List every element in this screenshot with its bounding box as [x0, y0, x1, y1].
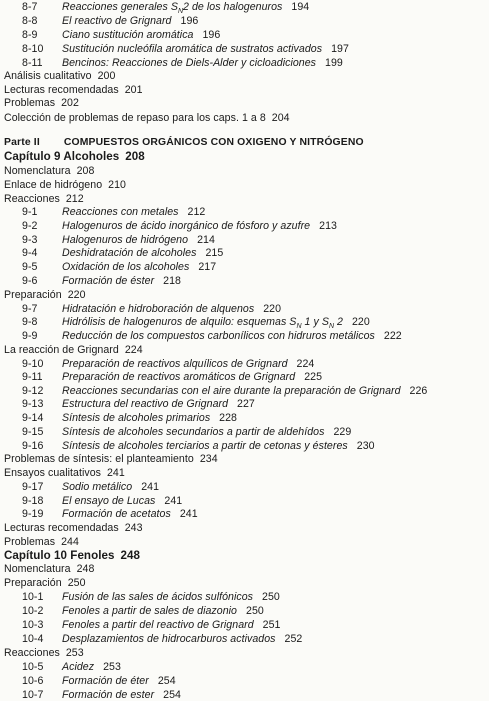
- page-number: 204: [271, 112, 290, 124]
- section-title: Halogenuros de ácido inorgánico de fósforo y azufre: [62, 220, 311, 232]
- page-number: 226: [409, 385, 428, 397]
- page-number: 224: [124, 344, 143, 356]
- section-number: 10-2: [22, 605, 44, 617]
- section-title: Formación de ester: [62, 689, 155, 701]
- toc-entry: [22, 633, 302, 645]
- page-number: 212: [187, 206, 206, 218]
- page-number: 243: [124, 522, 143, 534]
- section-number: 10-4: [22, 633, 44, 645]
- toc-heading: [4, 647, 84, 659]
- toc-entry: [22, 206, 205, 218]
- page-number: 194: [291, 1, 310, 13]
- toc-entry: [22, 303, 281, 315]
- toc-entry: [22, 398, 255, 410]
- section-number: 9-4: [22, 247, 38, 259]
- part-title: COMPUESTOS ORGÁNICOS CON OXIGENO Y NITRÓGENO: [63, 137, 364, 148]
- heading-title: Enlace de hidrógeno: [4, 179, 103, 191]
- section-number: 9-15: [22, 426, 44, 438]
- section-number: 8-8: [22, 15, 38, 27]
- heading-title: Lecturas recomendadas: [4, 84, 119, 96]
- page-number: 230: [356, 440, 375, 452]
- section-number: 8-11: [22, 57, 43, 69]
- page-number: 224: [296, 358, 315, 370]
- page-number: 244: [61, 536, 79, 548]
- section-number: 9-17: [22, 481, 44, 493]
- page-number: 234: [199, 453, 218, 465]
- section-title: Preparación de reactivos aromáticos de Grignard: [62, 371, 296, 383]
- toc-entry: [22, 605, 264, 617]
- title-part: 2: [334, 316, 343, 328]
- toc-entry: [22, 661, 121, 673]
- section-number: 9-3: [22, 234, 38, 246]
- page-number: 254: [163, 689, 181, 701]
- toc-entry: [22, 261, 216, 273]
- page-number: 196: [180, 15, 199, 27]
- toc-entry: [22, 275, 181, 287]
- page-number: 199: [325, 57, 343, 69]
- heading-title: Colección de problemas de repaso para los caps. 1 a 8: [4, 112, 266, 124]
- section-title: Estructura del reactivo de Grignard: [62, 398, 229, 410]
- section-number: 9-14: [22, 412, 44, 424]
- section-title: Sodio metálico: [62, 481, 133, 493]
- heading-title: Nomenclatura: [4, 165, 71, 177]
- toc-entry: [22, 15, 198, 27]
- section-number: 10-1: [22, 591, 44, 603]
- chapter-title: Capítulo 10 Fenoles: [4, 549, 115, 562]
- section-title: Reducción de los compuestos carbonílicos con hidruros metálicos: [62, 330, 375, 342]
- page-number: 222: [383, 330, 402, 342]
- section-number: 9-16: [22, 440, 44, 452]
- toc-heading: [4, 577, 86, 589]
- page-number: 225: [304, 371, 323, 383]
- toc-heading: [4, 522, 143, 534]
- toc-entry: [22, 440, 375, 452]
- heading-title: La reacción de Grignard: [4, 344, 119, 356]
- section-number: 9-5: [22, 261, 38, 273]
- heading-title: Problemas de síntesis: el planteamiento: [4, 453, 194, 465]
- toc-entry: [22, 412, 237, 424]
- page-number: 200: [97, 70, 116, 82]
- section-title: [62, 1, 283, 16]
- section-title: Formación de acetatos: [62, 508, 171, 520]
- toc-heading: [4, 563, 94, 575]
- page-number: 253: [103, 661, 121, 673]
- section-title: Fenoles a partir de sales de diazonio: [62, 605, 237, 617]
- heading-title: Análisis cualitativo: [4, 70, 92, 82]
- subscript: N: [177, 8, 184, 16]
- toc-heading: [4, 289, 86, 301]
- section-title: Síntesis de alcoholes primarios: [62, 412, 211, 424]
- page-number: 227: [237, 398, 255, 410]
- page-number: 253: [65, 647, 84, 659]
- section-title: Fenoles a partir del reactivo de Grignard: [62, 619, 254, 631]
- toc-heading: [4, 344, 143, 356]
- heading-title: Preparación: [4, 577, 62, 589]
- section-number: 9-8: [22, 316, 38, 328]
- section-title: Formación de éster: [62, 275, 155, 287]
- toc-entry: [22, 619, 280, 631]
- toc-entry: [22, 426, 351, 438]
- page-number: 250: [262, 591, 280, 603]
- toc-entry: [22, 385, 427, 397]
- toc-entry: [22, 220, 337, 232]
- section-number: 9-18: [22, 495, 44, 507]
- toc-entry: [22, 495, 182, 507]
- toc-heading: [4, 193, 84, 205]
- page-number: 214: [197, 234, 215, 246]
- toc-entry: [22, 57, 343, 69]
- section-title: Desplazamientos de hidrocarburos activados: [62, 633, 276, 645]
- section-number: 9-11: [22, 371, 43, 383]
- page-number: 208: [125, 150, 145, 163]
- toc-heading: [4, 70, 115, 82]
- toc-entry: [22, 358, 314, 370]
- page-number: 250: [246, 605, 264, 617]
- toc-heading: [4, 536, 79, 548]
- page-number: 254: [157, 675, 176, 687]
- page-number: 210: [108, 179, 126, 191]
- page-number: 229: [333, 426, 352, 438]
- toc-entry: [22, 29, 220, 41]
- toc-entry: [22, 330, 402, 342]
- page-number: 201: [124, 84, 143, 96]
- section-title: Halogenuros de hidrógeno: [62, 234, 189, 246]
- page-number: 248: [76, 563, 95, 575]
- chapter-title: Capítulo 9 Alcoholes: [4, 150, 120, 163]
- section-title: Sustitución nucleófila aromática de sustratos activados: [62, 43, 323, 55]
- section-title: Oxidación de los alcoholes: [62, 261, 190, 273]
- heading-title: Preparación: [4, 289, 62, 301]
- page-number: 202: [61, 97, 79, 109]
- section-title: El ensayo de Lucas: [62, 495, 156, 507]
- section-number: 9-12: [22, 385, 44, 397]
- section-number: 9-13: [22, 398, 44, 410]
- heading-title: Reacciones: [4, 193, 60, 205]
- page-number: 218: [163, 275, 181, 287]
- page-number: 208: [76, 165, 95, 177]
- section-title: [62, 316, 343, 331]
- section-title: Acidez: [62, 661, 95, 673]
- title-part: 1 y S: [301, 316, 329, 328]
- section-number: 10-7: [22, 689, 44, 701]
- page-number: 248: [120, 549, 140, 562]
- section-title: Ciano sustitución aromática: [62, 29, 194, 41]
- section-number: 8-7: [22, 1, 38, 13]
- page-number: 228: [219, 412, 237, 424]
- toc-entry: [22, 43, 349, 55]
- title-part: 2 de los halogenuros: [183, 1, 283, 13]
- section-number: 9-6: [22, 275, 38, 287]
- chapter-heading: [4, 151, 145, 163]
- chapter-heading: [4, 550, 140, 562]
- toc-heading: [4, 179, 126, 191]
- section-number: 8-10: [22, 43, 44, 55]
- part-label: Parte II: [4, 137, 40, 148]
- page-number: 217: [198, 261, 217, 273]
- title-part: Hidrólisis de halogenuros de alquilo: esquemas S: [62, 316, 297, 328]
- heading-title: Problemas: [4, 97, 56, 109]
- toc-heading: [4, 97, 79, 109]
- page-number: 196: [202, 29, 221, 41]
- heading-title: Ensayos cualitativos: [4, 467, 101, 479]
- page-number: 241: [106, 467, 125, 479]
- title-part: Reacciones generales S: [62, 1, 178, 13]
- section-title: Bencinos: Reacciones de Diels-Alder y cicloadiciones: [62, 57, 317, 69]
- section-number: 9-1: [22, 206, 38, 218]
- page-number: 213: [319, 220, 337, 232]
- page-number: 241: [164, 495, 183, 507]
- section-number: 9-19: [22, 508, 44, 520]
- page-number: 250: [67, 577, 86, 589]
- subscript: N: [296, 323, 302, 331]
- page-number: 241: [141, 481, 160, 493]
- page-number: 220: [67, 289, 86, 301]
- section-number: 9-10: [22, 358, 44, 370]
- section-title: Deshidratación de alcoholes: [62, 247, 197, 259]
- section-number: 10-3: [22, 619, 44, 631]
- section-title: Preparación de reactivos alquílicos de Grignard: [62, 358, 288, 370]
- page-number: 220: [351, 316, 370, 328]
- toc-entry: [22, 508, 198, 520]
- section-title: Síntesis de alcoholes secundarios a partir de aldehídos: [62, 426, 325, 438]
- toc-heading: [4, 165, 94, 177]
- toc-entry: [22, 675, 176, 687]
- page-number: 251: [262, 619, 281, 631]
- section-number: 10-6: [22, 675, 44, 687]
- toc-entry: [22, 234, 215, 246]
- page-number: 197: [331, 43, 349, 55]
- heading-title: Nomenclatura: [4, 563, 71, 575]
- section-number: 8-9: [22, 29, 38, 41]
- section-title: El reactivo de Grignard: [62, 15, 172, 27]
- toc-entry: [22, 591, 280, 603]
- page-number: 241: [179, 508, 198, 520]
- heading-title: Reacciones: [4, 647, 60, 659]
- section-number: 9-7: [22, 303, 38, 315]
- section-title: Reacciones con metales: [62, 206, 179, 218]
- section-title: Reacciones secundarias con el aire durante la preparación de Grignard: [62, 385, 401, 397]
- part-heading: [4, 137, 364, 149]
- toc-heading: [4, 112, 290, 124]
- section-title: Formación de éter: [62, 675, 149, 687]
- page-number: 220: [263, 303, 282, 315]
- heading-title: Problemas: [4, 536, 56, 548]
- toc-entry: [22, 481, 159, 493]
- section-title: Fusión de las sales de ácidos sulfónicos: [62, 591, 254, 603]
- heading-title: Lecturas recomendadas: [4, 522, 119, 534]
- toc-entry: [22, 247, 223, 259]
- section-number: 9-2: [22, 220, 38, 232]
- subscript: N: [328, 323, 335, 331]
- page-number: 252: [284, 633, 303, 645]
- toc-entry: [22, 371, 322, 383]
- toc-entry: [22, 689, 181, 701]
- toc-heading: [4, 84, 143, 96]
- toc-heading: [4, 453, 218, 465]
- toc-heading: [4, 467, 125, 479]
- section-number: 9-9: [22, 330, 38, 342]
- page-number: 215: [205, 247, 224, 259]
- section-number: 10-5: [22, 661, 44, 673]
- page-number: 212: [65, 193, 84, 205]
- section-title: Hidratación e hidroboración de alquenos: [62, 303, 255, 315]
- section-title: Síntesis de alcoholes terciarios a partir de cetonas y ésteres: [62, 440, 348, 452]
